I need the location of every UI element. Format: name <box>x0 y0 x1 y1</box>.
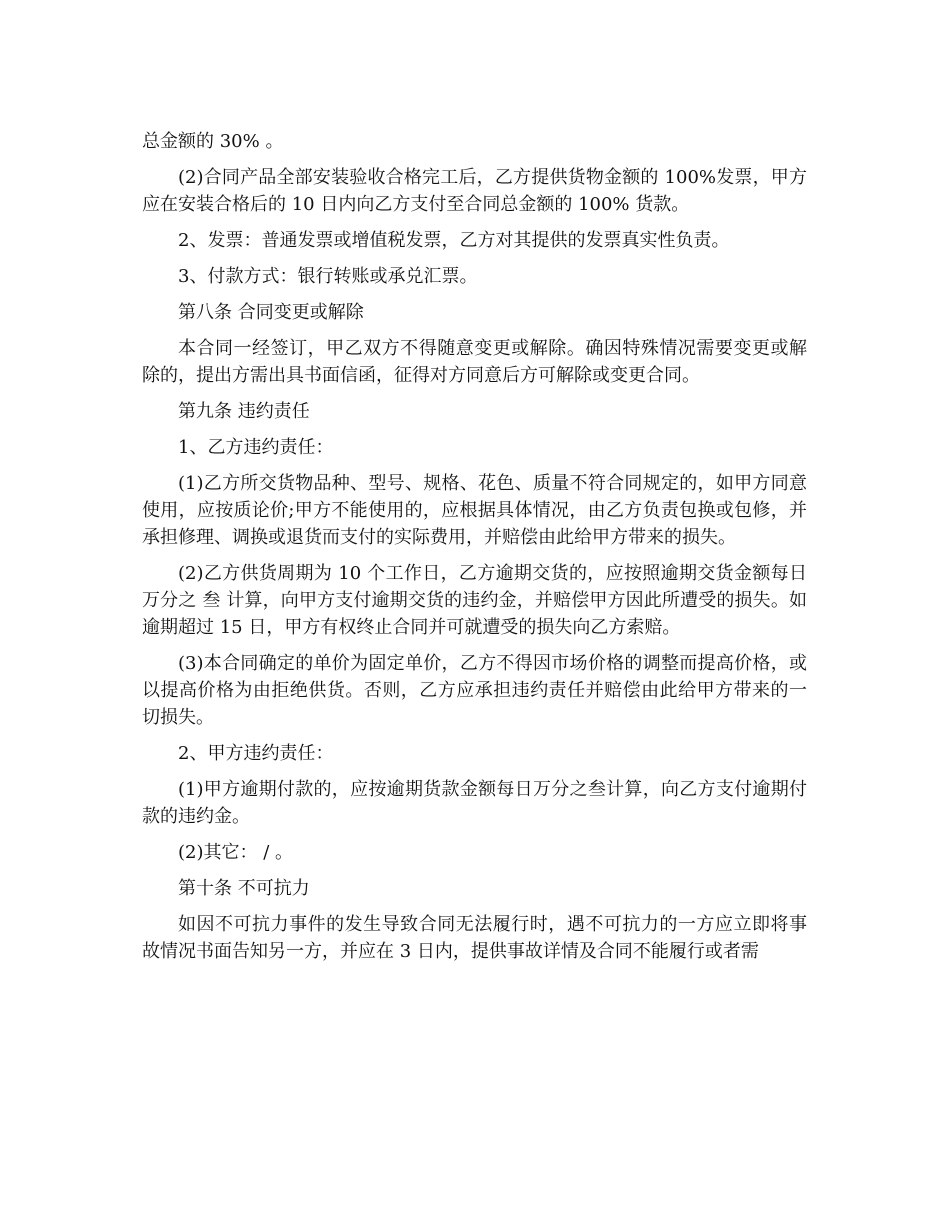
paragraph-party-b-liability: 1、乙方违约责任： <box>178 437 334 458</box>
heading-article-9: 第九条 违约责任 <box>178 401 310 422</box>
paragraph-contract-change: 本合同一经签订，甲乙双方不得随意变更或解除。确因特殊情况需要变更或解除的，提出方需出具书面信函，征得对方同意后方可解除或变更合同。 <box>142 338 807 386</box>
paragraph-party-b-clause-3: (3)本合同确定的单价为固定单价，乙方不得因市场价格的调整而提高价格，或以提高价格为由拒绝供货。否则，乙方应承担违约责任并赔偿由此给甲方带来的一切损失。 <box>142 653 807 728</box>
document-body <box>142 128 807 974</box>
paragraph-party-a-liability: 2、甲方违约责任： <box>178 743 334 764</box>
paragraph-invoice: 2、发票：普通发票或增值税发票，乙方对其提供的发票真实性负责。 <box>178 230 730 251</box>
paragraph-payment-clause-2: (2)合同产品全部安装验收合格完工后，乙方提供货物金额的 100%发票，甲方应在安装合格后的 10 日内向乙方支付至合同总金额的 100% 货款。 <box>142 167 807 215</box>
paragraph-force-majeure: 如因不可抗力事件的发生导致合同无法履行时，遇不可抗力的一方应立即将事故情况书面告知另一方，并应在 3 日内，提供事故详情及合同不能履行或者需 <box>142 914 807 962</box>
paragraph-total-amount: 总金额的 30% 。 <box>142 131 284 152</box>
heading-article-8: 第八条 合同变更或解除 <box>178 302 364 323</box>
paragraph-party-b-clause-1: (1)乙方所交货物品种、型号、规格、花色、质量不符合同规定的，如甲方同意使用，应按质论价;甲方不能使用的，应根据具体情况，由乙方负责包换或包修，并承担修理、调换或退货而支付的实际费用，并赔偿由此给甲方带来的损失。 <box>142 473 807 548</box>
heading-article-10: 第十条 不可抗力 <box>178 878 310 899</box>
paragraph-party-b-clause-2: (2)乙方供货周期为 10 个工作日，乙方逾期交货的，应按照逾期交货金额每日万分之 叁 计算，向甲方支付逾期交货的违约金，并赔偿甲方因此所遭受的损失。如逾期超过 15 日，甲方有权终止合同并可就遭受的损失向乙方索赔。 <box>142 563 807 638</box>
paragraph-party-a-clause-1: (1)甲方逾期付款的，应按逾期货款金额每日万分之叁计算，向乙方支付逾期付款的违约金。 <box>142 779 807 827</box>
paragraph-payment-method: 3、付款方式：银行转账或承兑汇票。 <box>178 266 478 287</box>
paragraph-party-a-clause-2: (2)其它： / 。 <box>178 842 294 863</box>
